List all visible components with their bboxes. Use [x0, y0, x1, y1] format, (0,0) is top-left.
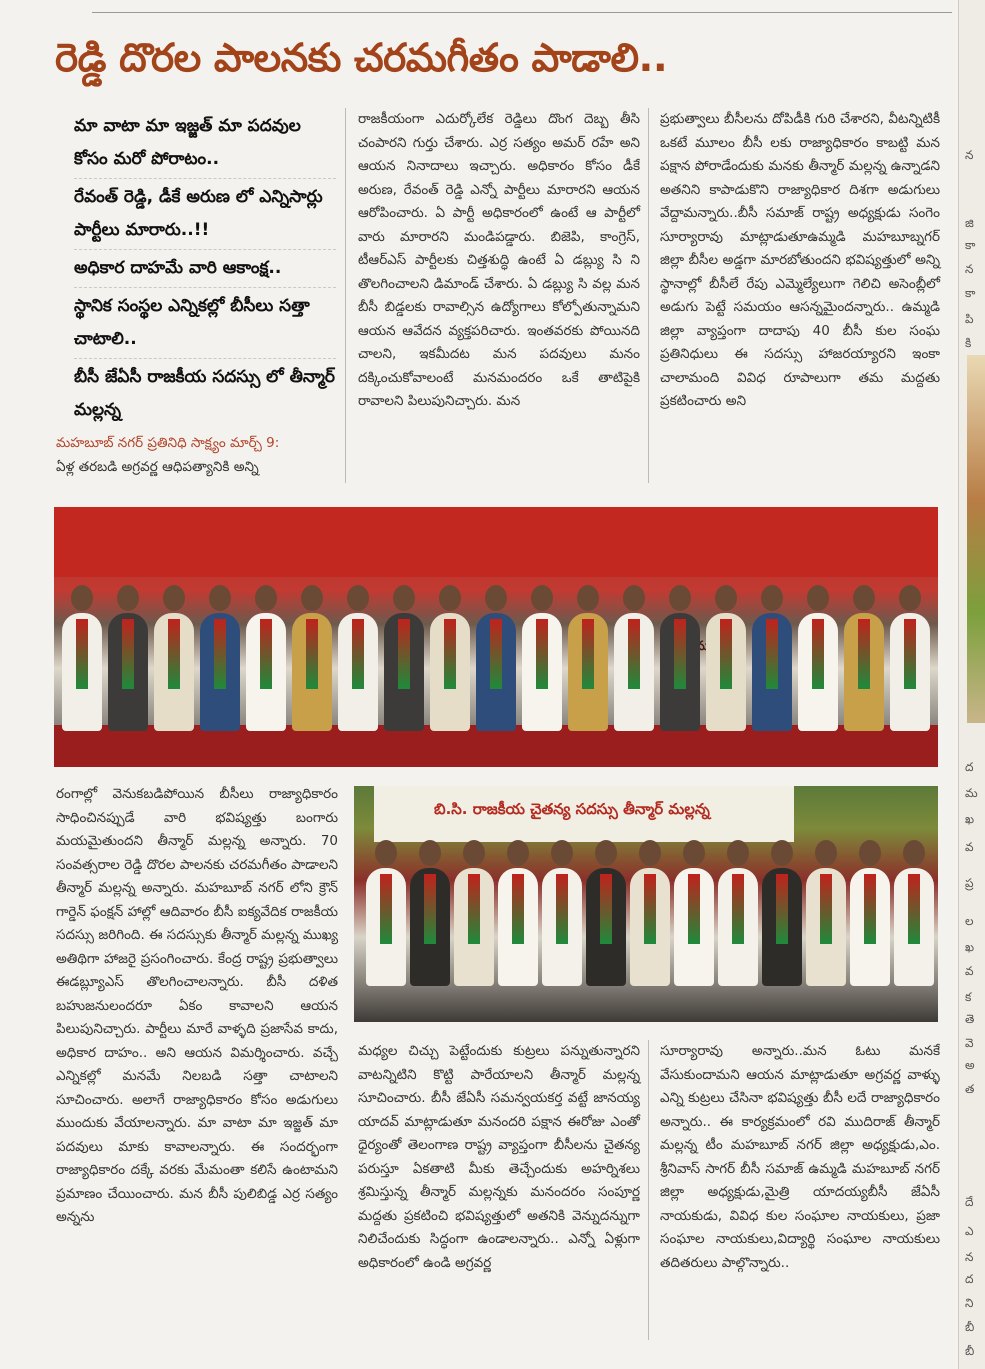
person-figure: [454, 868, 494, 986]
event-banner-text: బి.సి. రాజకీయ చైతన్య సదస్సు తీన్మార్ మల్లన్న: [434, 800, 710, 818]
scarf: [820, 874, 832, 944]
scarf: [512, 874, 524, 944]
scarf: [306, 619, 318, 689]
highlight-item: స్థానిక సంస్థల ఎన్నికల్లో బీసీలు సత్తా చాటాలి..: [74, 288, 336, 359]
scarf: [424, 874, 436, 944]
person-figure: [844, 613, 884, 731]
person-figure: [410, 868, 450, 986]
person-figure: [62, 613, 102, 731]
adjacent-page-text: ద: [965, 760, 974, 774]
person-figure: [498, 868, 538, 986]
scarf: [766, 619, 778, 689]
column-1-text: ఏళ్ల తరబడి అగ్రవర్ణ ఆధిపత్యానికి అన్ని: [56, 458, 259, 475]
adjacent-page-text: ఎ: [965, 1224, 974, 1238]
highlight-item: రేవంత్ రెడ్డి, డీకే అరుణ లో ఎన్నిసార్లు పార్టీలు మారారు..!!: [74, 179, 336, 250]
top-rule: [92, 12, 952, 13]
scarf: [168, 619, 180, 689]
adjacent-page-text: మ: [965, 786, 978, 800]
headline: రెడ్డి దొరల పాలనకు చరమగీతం పాడాలి..: [55, 36, 668, 81]
scarf: [352, 619, 364, 689]
scarf: [674, 619, 686, 689]
highlight-item: మా వాటా మా ఇజ్జత్ మా పదవుల కోసం మరో పోరాటం..: [74, 108, 336, 179]
scarf: [644, 874, 656, 944]
scarf: [122, 619, 134, 689]
person-figure: [806, 868, 846, 986]
person-figure: [200, 613, 240, 731]
event-photo-stage: [54, 507, 938, 767]
person-figure: [674, 868, 714, 986]
adjacent-page-text: వ: [965, 840, 974, 854]
scarf: [536, 619, 548, 689]
adjacent-page-text: ని: [965, 1296, 974, 1310]
article-column-3: ప్రభుత్వాలు బీసీలను దోపిడీకి గురి చేశారని, వీటన్నిటికీ ఒకటే మూలం బీసీ లకు రాజ్యాధికారం కాబట్టి మన పక్షాన పోరాడేందుకు మనకు తీన్మార్ మల్లన్న ఉన్నాడని అతనిని కాపాడుకొని రాజ్యాధికార దిశగా అడుగులు వేద్దామన్నారు..బీసీ సమాజ్ రాష్ట్ర అధ్యక్షుడు సంగెం సూర్యారావు మాట్లాడుతూఉమ్మడి మహబూబ్నగర్ జిల్లా బీసీల అడ్డగా మారబోతుందని భవిష్యత్తులో అన్ని స్థానాల్లో బీసీలే రేపు ఎమ్మెల్యేలుగా గెలిచి అసెంబ్లీలో అడుగు పెట్టే సమయం ఆసన్నమైందన్నారు.. ఉమ్మడి జిల్లా వ్యాప్తంగా దాదాపు 40 బీసీ కుల సంఘ ప్రతినిధులు ఈ సదస్సు హాజరయ్యారని ఇంకా చాలామంది వివిధ రూపాలుగా తమ మద్దతు ప్రకటించారు అని: [660, 111, 940, 409]
adjacent-page-text: వ: [965, 964, 974, 978]
stage-banner: [54, 507, 938, 577]
scarf: [398, 619, 410, 689]
adjacent-page-text: న: [965, 1250, 974, 1264]
person-figure: [890, 613, 930, 731]
adjacent-page-text: ఖ: [965, 940, 975, 954]
adjacent-page-text: కా: [965, 238, 976, 252]
scarf: [600, 874, 612, 944]
adjacent-page-text: ద: [965, 1272, 974, 1286]
person-figure: [366, 868, 406, 986]
scarf: [904, 619, 916, 689]
adjacent-ad-image: [967, 355, 985, 723]
adjacent-page-text: దే: [965, 1195, 974, 1209]
person-figure: [384, 613, 424, 731]
person-figure: [850, 868, 890, 986]
scarf: [908, 874, 920, 944]
person-figure: [798, 613, 838, 731]
scarf: [76, 619, 88, 689]
adjacent-page-text: తె: [965, 1012, 975, 1026]
column-divider: [648, 1040, 649, 1340]
dateline: మహబూబ్ నగర్ ప్రతినిధి సాక్ష్యం మార్చ్ 9:: [56, 435, 280, 451]
person-figure: [338, 613, 378, 731]
scarf: [468, 874, 480, 944]
scarf: [380, 874, 392, 944]
scarf: [556, 874, 568, 944]
adjacent-page-text: వె: [965, 1036, 974, 1050]
column-divider: [345, 108, 346, 483]
event-photo-crowd: [354, 786, 938, 1022]
adjacent-page-text: న: [965, 148, 974, 162]
adjacent-page-text: బీ: [965, 1344, 975, 1358]
adjacent-page-text: పి: [965, 312, 974, 326]
adjacent-page-text: జి: [965, 216, 974, 230]
scarf: [214, 619, 226, 689]
article-column-5: మధ్యల చిచ్చు పెట్టేందుకు కుట్రలు పన్నుతున్నారని వాటన్నిటిని కొట్టి పారేయాలని తీన్మార్ మల్లన్న సూచించారు. బీసీ జేఏసీ సమన్వయకర్త వట్టే జానయ్య యాదవ్ మాట్లాడుతూ మనందరి పక్షాన ఈరోజు ఎంతో ధైర్యంతో తెలంగాణ రాష్ట్ర వ్యాప్తంగా బీసీలను చైతన్య పరుస్తూ ఏకతాటి మీకు తెచ్చేందుకు అహర్నిశలు శ్రమిస్తున్న తీన్మార్ మల్లన్నకు మనందరం సంపూర్ణ మద్దతు ప్రకటించి భవిష్యత్తులో అతనికి వెన్నుదన్నుగా నిలిచేందుకు సిద్ధంగా ఉండాలన్నారు.. ఎన్నో ఏళ్లుగా అధికారంలో ఉండి అగ్రవర్ణ: [358, 1043, 640, 1271]
person-figure: [154, 613, 194, 731]
scarf: [260, 619, 272, 689]
scarf: [812, 619, 824, 689]
stage-floor: [54, 725, 938, 767]
scarf: [732, 874, 744, 944]
person-figure: [752, 613, 792, 731]
scarf: [720, 619, 732, 689]
scarf: [688, 874, 700, 944]
adjacent-page-text: ఖ: [965, 812, 975, 826]
scarf: [444, 619, 456, 689]
person-figure: [522, 613, 562, 731]
adjacent-page-text: అ: [965, 1058, 975, 1072]
article-column-4: రంగాల్లో వెనుకబడిపోయిన బీసీలు రాజ్యాధికారం సాధించినప్పుడే వారి భవిష్యత్తు బంగారు మయమైతుందని తీన్మార్ మల్లన్న అన్నారు. 70 సంవత్సరాల రెడ్డి దొరల పాలనకు చరమగీతం పాడాలని తీన్మార్ మల్లన్న అన్నారు. మహబూబ్ నగర్ లోని క్రౌన్ గార్డెన్ ఫంక్షన్ హాల్లో ఆదివారం బీసీ ఐక్యవేదిక రాజకీయ సదస్సు జరిగింది. ఈ సదస్సుకు తీన్మార్ మల్లన్న ముఖ్య అతిథిగా హాజరై ప్రసంగించారు. కేంద్ర రాష్ట్ర ప్రభుత్వాలు ఈడబ్ల్యూఎస్ తొలగించాలన్నారు. బీసీ దళిత బహుజనులందరూ ఏకం కావాలని ఆయన పిలుపునిచ్చారు. పార్టీలు మారే వాళ్ళది ప్రజాసేవ కాదు, అధికార దాహం.. అని ఆయన విమర్శించారు. వచ్చే ఎన్నికల్లో మనమే నిలబడి సత్తా చాటాలని సూచించారు. అలాగే రాజ్యాధికారం కోసం అడుగులు ముందుకు వేయాలన్నారు. మా వాటా మా ఇజ్జత్ మా పదవులు మాకు కావాలన్నారు. ఈ సందర్భంగా రాజ్యాధికారం దక్కే వరకు మేమంతా కలిసే ఉంటామని ప్రమాణం చేయించారు. మన బీసీ పులిబిడ్డ ఎర్ర సత్యం అన్నను: [56, 786, 338, 1225]
person-figure: [568, 613, 608, 731]
article-column-1: [56, 432, 336, 479]
highlights-sidebar: [74, 108, 336, 429]
person-figure: [894, 868, 934, 986]
article-column-6: సూర్యారావు అన్నారు..మన ఓటు మనకే వేసుకుందామని ఆయన మాట్లాడుతూ అగ్రవర్ణ వాళ్ళు ఎన్ని కుట్రలు చేసినా భవిష్యత్తు బీసీ లదే రాజ్యాధికారం అన్నారు.. ఈ కార్యక్రమంలో రవి ముదిరాజ్ తీన్మార్ మల్లన్న టీం మహబూబ్ నగర్ జిల్లా అధ్యక్షుడు,ఎం. శ్రీనివాస్ సాగర్ బీసీ సమాజ్ ఉమ్మడి మహబూబ్ నగర్ జిల్లా అధ్యక్షుడు,మైత్రి యాదయ్యబీసీ జేఏసీ నాయకుడు, వివిధ కుల సంఘాల నాయకులు, ప్రజా సంఘాల నాయకులు,విద్యార్థి సంఘాల నాయకులు తదితరులు పాల్గొన్నారు..: [660, 1043, 940, 1271]
highlight-item: అధికార దాహమే వారి ఆకాంక్ష..: [74, 250, 336, 288]
adjacent-page-text: క: [965, 990, 972, 1004]
person-figure: [476, 613, 516, 731]
person-figure: [586, 868, 626, 986]
adjacent-page-text: కా: [965, 286, 976, 300]
article-column-2: రాజకీయంగా ఎదుర్కోలేక రెడ్డిలు దొంగ దెబ్బ తీసి చంపారని గుర్తు చేశారు. ఎర్ర సత్యం అమర్ రహే అని ఆయన నినాదాలు ఇచ్చారు. అధికారం కోసం డీకే అరుణ, రేవంత్ రెడ్డి ఎన్నో పార్టీలు మారారని ఆయన ఆరోపించారు. ఏ పార్టీ అధికారంలో ఉంటే ఆ పార్టీలో వారు మారారని మండిపడ్డారు. బిజెపి, కాంగ్రెస్, టీఆర్ఎస్ పార్టీలకు చిత్తశుద్ధి ఉంటే ఏ డబ్ల్యు సి ని తొలగించాలని డిమాండ్ చేశారు. ఏ డబ్ల్యు సి వల్ల మన బీసీ బిడ్డలకు రావాల్సిన ఉద్యోగాలు కోల్పోతున్నామని ఆయన ఆవేదన వ్యక్తపరిచారు. ఇంతవరకు పోయినది చాలని, ఇకమీదట మన పదవులు మనం దక్కించుకోవాలంటే మనమందరం ఒకే తాటిపైకి రావాలని పిలుపునిచ్చారు. మన: [358, 111, 640, 409]
adjacent-page-text: త: [965, 1082, 975, 1096]
adjacent-page-text: బీ: [965, 1320, 975, 1334]
scarf: [490, 619, 502, 689]
person-figure: [762, 868, 802, 986]
scarf: [582, 619, 594, 689]
scarf: [864, 874, 876, 944]
column-divider: [648, 108, 649, 483]
adjacent-page-text: ల: [965, 914, 974, 928]
person-figure: [718, 868, 758, 986]
person-figure: [292, 613, 332, 731]
person-figure: [614, 613, 654, 731]
person-figure: [542, 868, 582, 986]
person-figure: [706, 613, 746, 731]
highlight-item: బీసీ జేఏసీ రాజకీయ సదస్సు లో తీన్మార్ మల్లన్న: [74, 367, 335, 420]
adjacent-page-text: ప్ర: [965, 876, 974, 890]
person-figure: [108, 613, 148, 731]
adjacent-page-text: న: [965, 262, 974, 276]
scarf: [628, 619, 640, 689]
person-figure: [430, 613, 470, 731]
adjacent-page-strip: [958, 0, 985, 1369]
adjacent-page-text: కి: [965, 336, 972, 350]
person-figure: [630, 868, 670, 986]
person-figure: [246, 613, 286, 731]
person-figure: [660, 613, 700, 731]
scarf: [858, 619, 870, 689]
scarf: [776, 874, 788, 944]
